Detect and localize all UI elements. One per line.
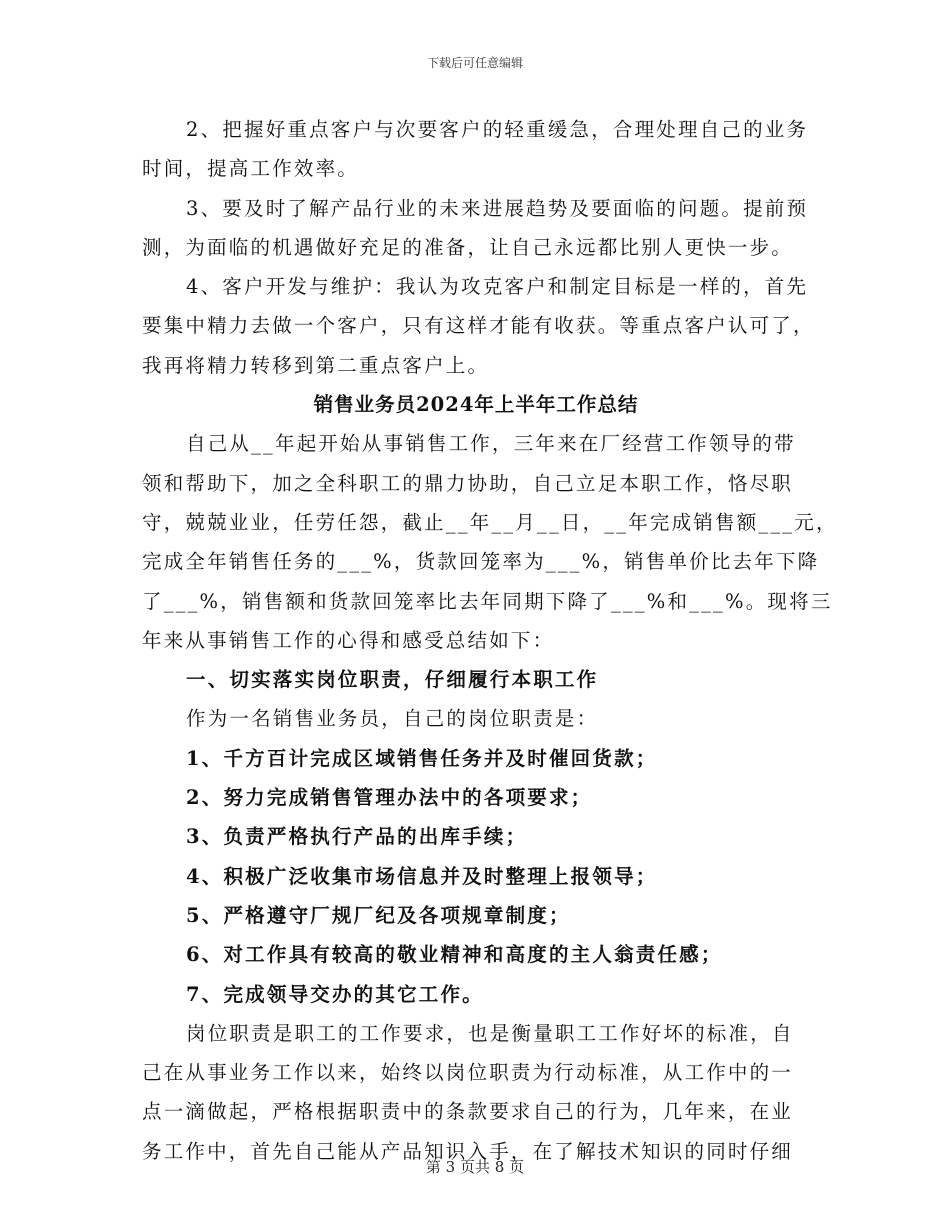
intro-item-2-line-1: 2、把握好重点客户与次要客户的轻重缓急，合理处理自己的业务 <box>186 118 809 141</box>
summary-line-3: 守，兢兢业业，任劳任怨，截止__年__月__日，__年完成销售额___元， <box>142 510 838 534</box>
closing-line-3: 点一滴做起，严格根据职责中的条款要求自己的行为，几年来，在业 <box>142 1100 794 1124</box>
summary-line-4: 完成全年销售任务的___%，货款回笼率为___%，销售单价比去年下降 <box>142 550 820 574</box>
closing-line-4: 务工作中，首先自己能从产品知识入手，在了解技术知识的同时仔细 <box>142 1139 794 1163</box>
duty-item-7: 7、完成领导交办的其它工作。 <box>186 982 484 1006</box>
section-1-intro: 作为一名销售业务员，自己的岗位职责是： <box>186 707 599 731</box>
duty-item-1: 1、千方百计完成区域销售任务并及时催回货款； <box>186 746 658 770</box>
duty-item-2: 2、努力完成销售管理办法中的各项要求； <box>186 786 593 810</box>
summary-line-6: 年来从事销售工作的心得和感受总结如下： <box>142 628 555 652</box>
duty-item-6: 6、对工作具有较高的敬业精神和高度的主人翁责任感； <box>186 943 723 967</box>
intro-item-3-line-1: 3、要及时了解产品行业的未来进展趋势及要面临的问题。提前预 <box>186 196 809 220</box>
intro-item-4-line-2: 要集中精力去做一个客户，只有这样才能有收获。等重点客户认可了， <box>142 314 815 338</box>
summary-line-5: 了___%，销售额和货款回笼率比去年同期下降了___%和___%。现将三 <box>142 589 833 613</box>
intro-item-4-line-1: 4、客户开发与维护：我认为攻克客户和制定目标是一样的，首先 <box>186 275 809 299</box>
intro-item-4-line-3: 我再将精力转移到第二重点客户上。 <box>142 353 490 377</box>
page-header: 下载后可任意编辑 <box>426 56 523 70</box>
summary-line-1: 自己从__年起开始从事销售工作，三年来在厂经营工作领导的带 <box>186 432 796 456</box>
closing-line-1: 岗位职责是职工的工作要求，也是衡量职工工作好坏的标准，自 <box>186 1021 794 1045</box>
document-title: 销售业务员2024年上半年工作总结 <box>313 393 639 417</box>
page-footer: 第 3 页共 8 页 <box>425 1158 525 1176</box>
document-body <box>142 110 838 1171</box>
closing-line-2: 己在从事业务工作以来，始终以岗位职责为行动标准，从工作中的一 <box>142 1061 794 1085</box>
duty-item-3: 3、负责严格执行产品的出库手续； <box>186 825 528 849</box>
summary-line-2: 领和帮助下，加之全科职工的鼎力协助，自己立足本职工作，恪尽职 <box>142 471 794 495</box>
section-1-heading: 一、切实落实岗位职责，仔细履行本职工作 <box>186 668 599 692</box>
duty-item-4: 4、积极广泛收集市场信息并及时整理上报领导； <box>186 864 658 888</box>
intro-item-3-line-2: 测，为面临的机遇做好充足的准备，让自己永远都比别人更快一步。 <box>142 235 794 259</box>
intro-item-2-line-2: 时间，提高工作效率。 <box>142 157 360 181</box>
duty-item-5: 5、严格遵守厂规厂纪及各项规章制度； <box>186 903 571 927</box>
